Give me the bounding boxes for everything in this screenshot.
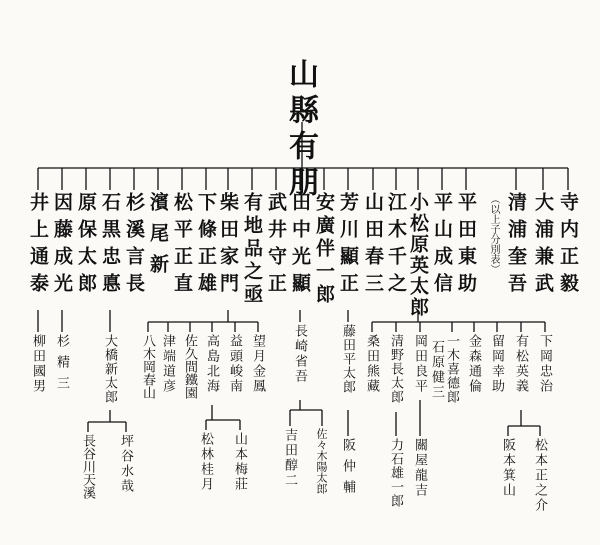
node-ohashi: 大橋新太郎 bbox=[102, 334, 117, 404]
node-yamamoto: 山本梅莊 bbox=[232, 432, 247, 492]
node-sakamoto: 阪本箕山 bbox=[500, 438, 515, 498]
node-matsumoto: 松本正之介 bbox=[532, 438, 547, 513]
node-nagasaki: 長崎省吾 bbox=[292, 324, 307, 384]
node-yoshida: 吉田醇二 bbox=[282, 428, 297, 488]
node-kanamori: 金森通倫 bbox=[466, 334, 481, 394]
node-yatsuhashi: 八木岡春山 bbox=[140, 334, 155, 399]
chart-title: 山縣有朋 bbox=[283, 58, 318, 202]
node-saka: 阪仲輔 bbox=[340, 438, 355, 501]
node-ichiki: 一木喜德郎 bbox=[444, 334, 459, 404]
node-takashima: 高島北海 bbox=[204, 334, 219, 394]
node-shibata: 柴田家門 bbox=[217, 192, 239, 300]
node-tomeoka: 留岡幸助 bbox=[489, 334, 504, 394]
node-takei: 武井守正 bbox=[265, 192, 287, 300]
node-arimatsu: 有松英義 bbox=[513, 334, 528, 394]
node-hamao: 濱尾新 bbox=[147, 192, 169, 285]
node-hirata: 平田東助 bbox=[455, 192, 477, 300]
node-mochizuki: 望月金鳳 bbox=[250, 334, 265, 394]
node-okada: 岡田良平 bbox=[412, 334, 427, 394]
node-ishiguro: 石黒忠悳 bbox=[99, 192, 121, 300]
node-yanagida: 柳田國男 bbox=[30, 334, 45, 394]
node-kiyoura: 清浦奎吾 bbox=[505, 192, 527, 300]
node-tsuboya: 坪谷水哉 bbox=[118, 434, 133, 494]
node-matsudaira: 松平正直 bbox=[171, 192, 193, 300]
node-terauchi: 寺内正毅 bbox=[557, 192, 579, 300]
node-shimojo: 下條正雄 bbox=[195, 192, 217, 300]
node-ishihara: 石原健三 bbox=[429, 340, 444, 400]
node-yoshikawa: 芳川顯正 bbox=[337, 192, 359, 300]
node-sugi-sei: 杉精三 bbox=[54, 334, 69, 397]
node-fujita: 藤田平太郎 bbox=[340, 324, 355, 394]
node-yamada: 山田春三 bbox=[362, 192, 384, 300]
node-sekiya: 關屋龍吉 bbox=[412, 438, 427, 498]
node-hasegawa: 長谷川天溪 bbox=[80, 434, 95, 499]
node-yasuhiro: 安廣伴一郎 bbox=[313, 192, 335, 307]
node-eki: 江木千之 bbox=[385, 192, 407, 300]
node-arichi: 有地品之亟 bbox=[241, 192, 263, 307]
node-oura: 大浦兼武 bbox=[532, 192, 554, 300]
node-kuwata: 桑田熊藏 bbox=[364, 334, 379, 394]
node-inoue: 井上通泰 bbox=[27, 192, 49, 300]
node-tanaka: 田中光顯 bbox=[289, 192, 311, 300]
node-sugi: 杉溪言長 bbox=[123, 192, 145, 300]
node-hirayama: 平山成信 bbox=[431, 192, 453, 300]
node-masuda: 益頭峻南 bbox=[227, 334, 242, 394]
node-shimooka: 下岡忠治 bbox=[537, 334, 552, 394]
node-kiyono: 清野長太郎 bbox=[388, 334, 403, 404]
node-into: 因藤成光 bbox=[51, 192, 73, 300]
node-tsubata: 津端道彦 bbox=[160, 334, 175, 394]
node-chikaraishi: 力石雄一郎 bbox=[388, 438, 403, 508]
node-hara: 原保太郎 bbox=[75, 192, 97, 300]
node-sasaki: 佐々木陽太郎 bbox=[315, 428, 328, 494]
node-komatsubara: 小松原英太郎 bbox=[407, 192, 429, 318]
node-matsubayashi: 松林桂月 bbox=[198, 432, 213, 492]
note-kobun: （以上子分別表） bbox=[488, 194, 499, 274]
node-sakuma: 佐久間鐵園 bbox=[182, 334, 197, 399]
